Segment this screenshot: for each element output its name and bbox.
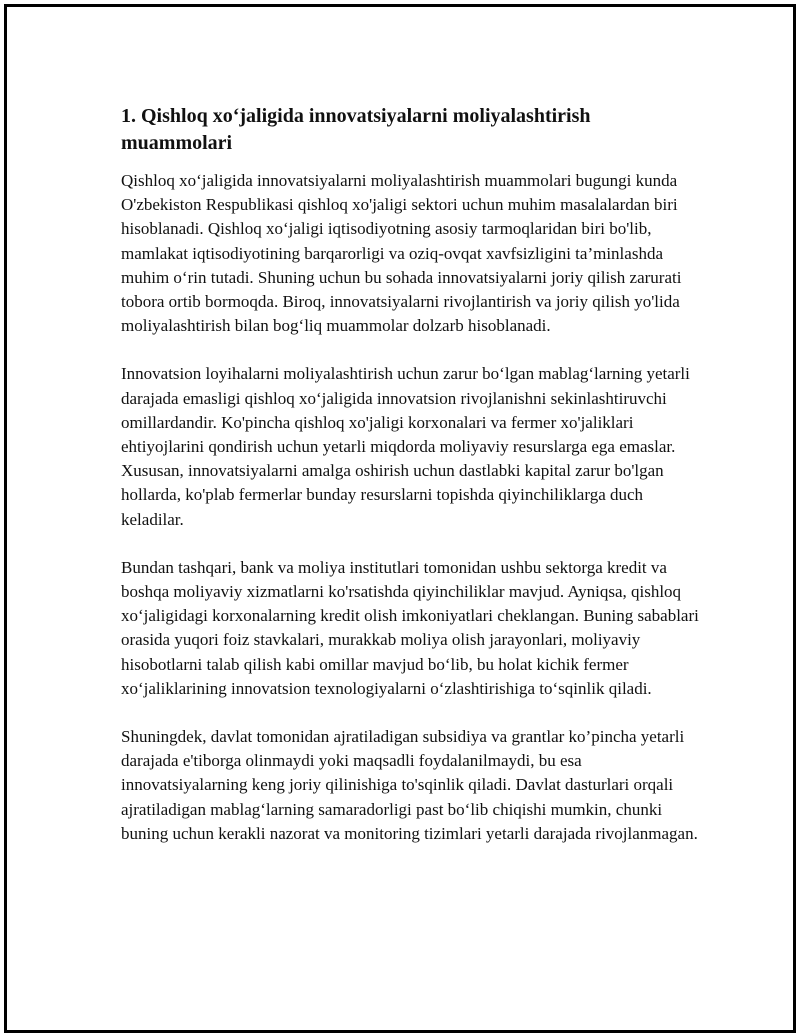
paragraph-4: Shuningdek, davlat tomonidan ajratiladigan subsidiya va grantlar ko’pincha yetarli darajada e'tiborga olinmaydi yoki maqsadli foydalanilmaydi, bu esa innovatsiyalarning keng joriy qilinishiga to'sqinlik qiladi. Davlat dasturlari orqali ajratiladigan mablag‘larning samaradorligi past bo‘lib chiqishi mumkin, chunki buning uchun kerakli nazorat va monitoring tizimlari yetarli darajada rivojlanmagan.	[121, 727, 698, 843]
paragraph-1: Qishloq xo‘jaligida innovatsiyalarni moliyalashtirish muammolari bugungi kunda O'zbekiston Respublikasi qishloq xo'jaligi sektori uchun muhim masalalardan biri hisoblanadi. Qishloq xo‘jaligi iqtisodiyotning asosiy tarmoqlaridan biri bo'lib, mamlakat iqtisodiyotining barqarorligi va oziq-ovqat xavfsizligini ta’minlashda muhim o‘rin tutadi. Shuning uchun bu sohada innovatsiyalarni joriy qilish zarurati tobora ortib bormoqda. Biroq, innovatsiyalarni rivojlantirish va joriy qilish yo'lida moliyalashtirish bilan bog‘liq muammolar dolzarb hisoblanadi.	[121, 171, 682, 336]
paragraph-3: Bundan tashqari, bank va moliya institutlari tomonidan ushbu sektorga kredit va boshqa moliyaviy xizmatlarni ko'rsatishda qiyinchiliklar mavjud. Ayniqsa, qishloq xo‘jaligidagi korxonalarning kredit olish imkoniyatlari cheklangan. Buning sabablari orasida yuqori foiz stavkalari, murakkab moliya olish jarayonlari, moliyaviy hisobotlarni talab qilish kabi omillar mavjud bo‘lib, bu holat kichik fermer xo‘jaliklarining innovatsion texnologiyalarni o‘zlashtirishiga to‘sqinlik qiladi.	[121, 557, 699, 698]
paragraph-2: Innovatsion loyihalarni moliyalashtirish uchun zarur bo‘lgan mablag‘larning yetarli darajada emasligi qishloq xo‘jaligida innovatsion rivojlanishni sekinlashtiruvchi omillardandir. Ko'pincha qishloq xo'jaligi korxonalari va fermer xo'jaliklari ehtiyojlarini qondirish uchun yetarli miqdorda moliyaviy resurslarga ega emaslar. Xususan, innovatsiyalarni amalga oshirish uchun dastlabki kapital zarur bo'lgan hollarda, ko'plab fermerlar bunday resurslarni topishda qiyinchiliklarga duch keladilar.	[121, 364, 690, 529]
page-frame	[4, 4, 796, 1033]
section-heading: 1. Qishloq xo‘jaligida innovatsiyalarni moliyalashtirish muammolari	[121, 105, 591, 154]
document-body	[121, 103, 701, 870]
